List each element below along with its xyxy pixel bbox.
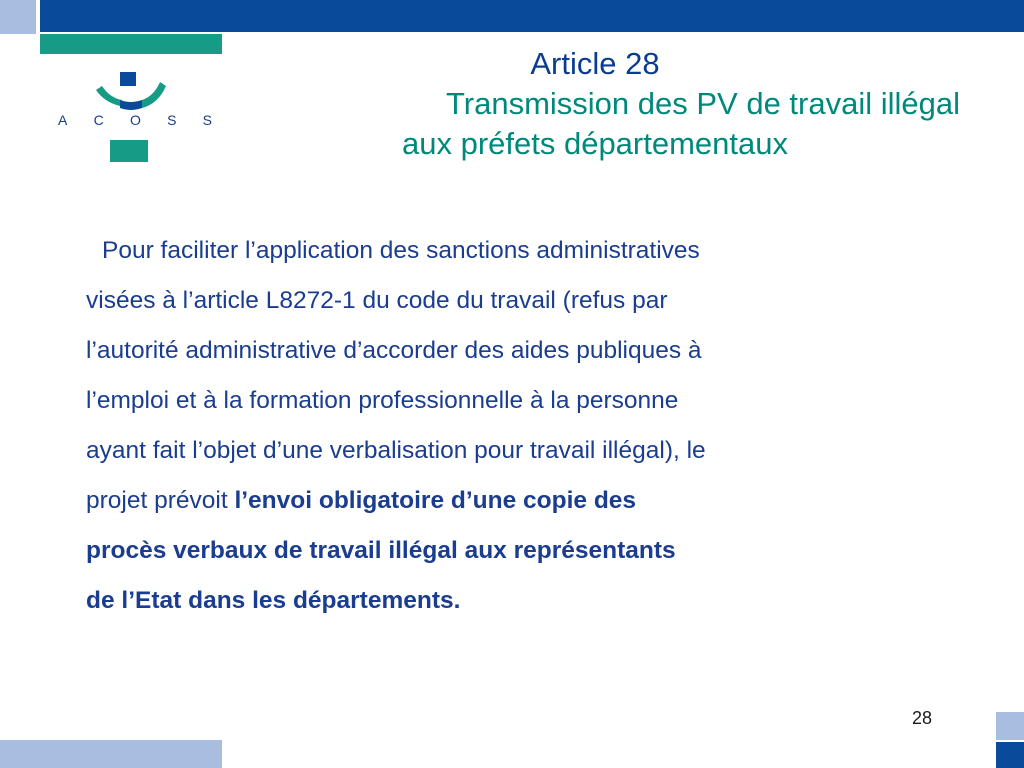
- body-line: Pour faciliter l’application des sanctions administratives: [102, 237, 700, 264]
- body-bold-text: l’envoi obligatoire d’une copie des: [234, 487, 637, 514]
- title-subject-cont: aux préfets départementaux: [401, 126, 789, 161]
- body-paragraph: [86, 226, 966, 626]
- body-bold-text: de l’Etat dans les départements.: [86, 587, 461, 614]
- slide-title: [230, 44, 960, 164]
- bottom-right-light-square: [996, 712, 1024, 740]
- top-teal-bar: [40, 34, 222, 54]
- body-line: l’autorité administrative d’accorder des aides publiques à: [86, 337, 702, 364]
- bottom-left-light-bar: [0, 740, 222, 768]
- top-navy-bar: [40, 0, 1024, 32]
- logo-letter: C: [93, 112, 104, 128]
- body-bold-text: procès verbaux de travail illégal aux représentants: [86, 537, 676, 564]
- logo-letter: O: [129, 112, 141, 128]
- logo-letter: S: [202, 112, 212, 128]
- body-line: [86, 476, 966, 526]
- body-line: [86, 576, 966, 626]
- bottom-right-navy-bar: [996, 742, 1024, 768]
- body-line: visées à l’article L8272-1 du code du travail (refus par: [86, 287, 668, 314]
- body-line: l’emploi et à la formation professionnelle à la personne: [86, 387, 679, 414]
- logo-letter: A: [58, 112, 68, 128]
- body-plain-text: projet prévoit: [86, 487, 235, 514]
- logo-letter: S: [167, 112, 177, 128]
- title-subject: Transmission des PV de travail illégal: [445, 86, 960, 121]
- top-left-light-square: [0, 0, 36, 34]
- body-line: [86, 526, 966, 576]
- page-number: 28: [912, 708, 933, 728]
- body-line: ayant fait l’objet d’une verbalisation pour travail illégal), le: [86, 437, 706, 464]
- title-article: Article 28: [530, 46, 660, 81]
- logo-letters: [58, 112, 212, 128]
